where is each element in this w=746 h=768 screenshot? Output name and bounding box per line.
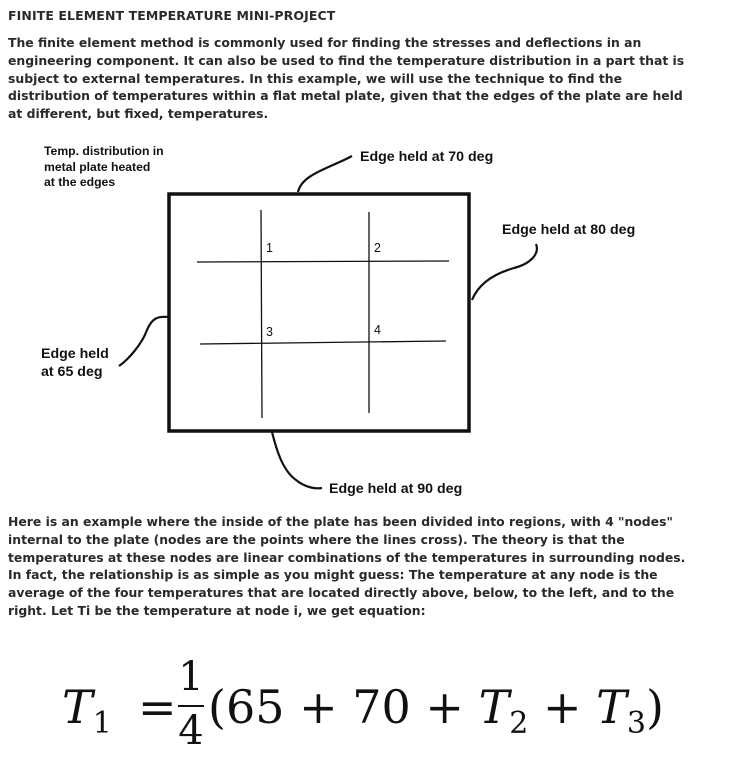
equation-plus: +: [528, 680, 597, 734]
grid-line-h2: [200, 341, 446, 344]
figure-caption-line: at the edges: [44, 175, 116, 189]
equation-subscript: 2: [509, 706, 529, 741]
left-edge-label: [41, 345, 109, 381]
node-label-3: 3: [266, 325, 273, 339]
bottom-edge-label: Edge held at 90 deg: [329, 481, 463, 497]
equation-close: ): [645, 680, 664, 734]
grid-line-v1: [261, 210, 262, 418]
figure-caption-line: Temp. distribution in: [44, 144, 164, 158]
node-label-4: 4: [374, 323, 381, 337]
leader-bottom: [272, 432, 322, 488]
node-label-1: 1: [266, 241, 273, 255]
plate-outline: [169, 194, 469, 431]
fraction-bar: [178, 705, 204, 707]
page-title: FINITE ELEMENT TEMPERATURE MINI-PROJECT: [8, 8, 336, 23]
grid-line-h1: [197, 261, 449, 262]
intro-paragraph: The finite element method is commonly used for finding the stresses and deflections in an engineering component. It can also be used to find the temperature distribution in a part that is subject to external temperatures. In this example, we will use the technique to find the distribution of temperatures within a flat metal plate, given that the edges of the plate are held at different, but fixed, temperatures.: [8, 35, 685, 122]
node-label-2: 2: [374, 241, 381, 255]
figure-caption: [44, 144, 164, 191]
leader-left: [119, 317, 168, 366]
fraction-denominator: 4: [178, 708, 204, 754]
plate-diagram: [0, 130, 746, 510]
equation-var: T: [596, 680, 627, 734]
equation-subscript: 1: [92, 706, 112, 741]
fraction-numerator: 1: [178, 654, 204, 700]
equation-subscript: 3: [626, 706, 646, 741]
leader-right: [472, 244, 537, 300]
equation-var: T: [62, 680, 93, 734]
top-edge-label: Edge held at 70 deg: [360, 149, 494, 165]
left-edge-label-line: at 65 deg: [41, 364, 103, 380]
equation-lhs: [62, 680, 112, 741]
figure-caption-line: metal plate heated: [44, 159, 151, 174]
equation-open: (65 + 70 +: [208, 680, 479, 734]
explanation-paragraph: Here is an example where the inside of the plate has been divided into regions, with 4 "nodes" internal to the plate (nodes are the points where the lines cross). The theory is that the temperatures at these nodes are linear combinations of the temperatures in surrounding nodes. In fact, the relationship is as simple as you might guess: The temperature at any node is the average of the four temperatures that are located directly above, below, to the left, and to the right. Let Ti be the temperature at node i, we get equation:: [8, 514, 686, 618]
equation-equals: =: [138, 680, 177, 734]
node-equation: [60, 650, 664, 760]
equation-var: T: [478, 680, 510, 734]
leader-top: [298, 156, 352, 192]
left-edge-label-line: Edge held: [41, 346, 109, 362]
equation-rhs: [208, 680, 664, 741]
right-edge-label: Edge held at 80 deg: [502, 222, 636, 238]
